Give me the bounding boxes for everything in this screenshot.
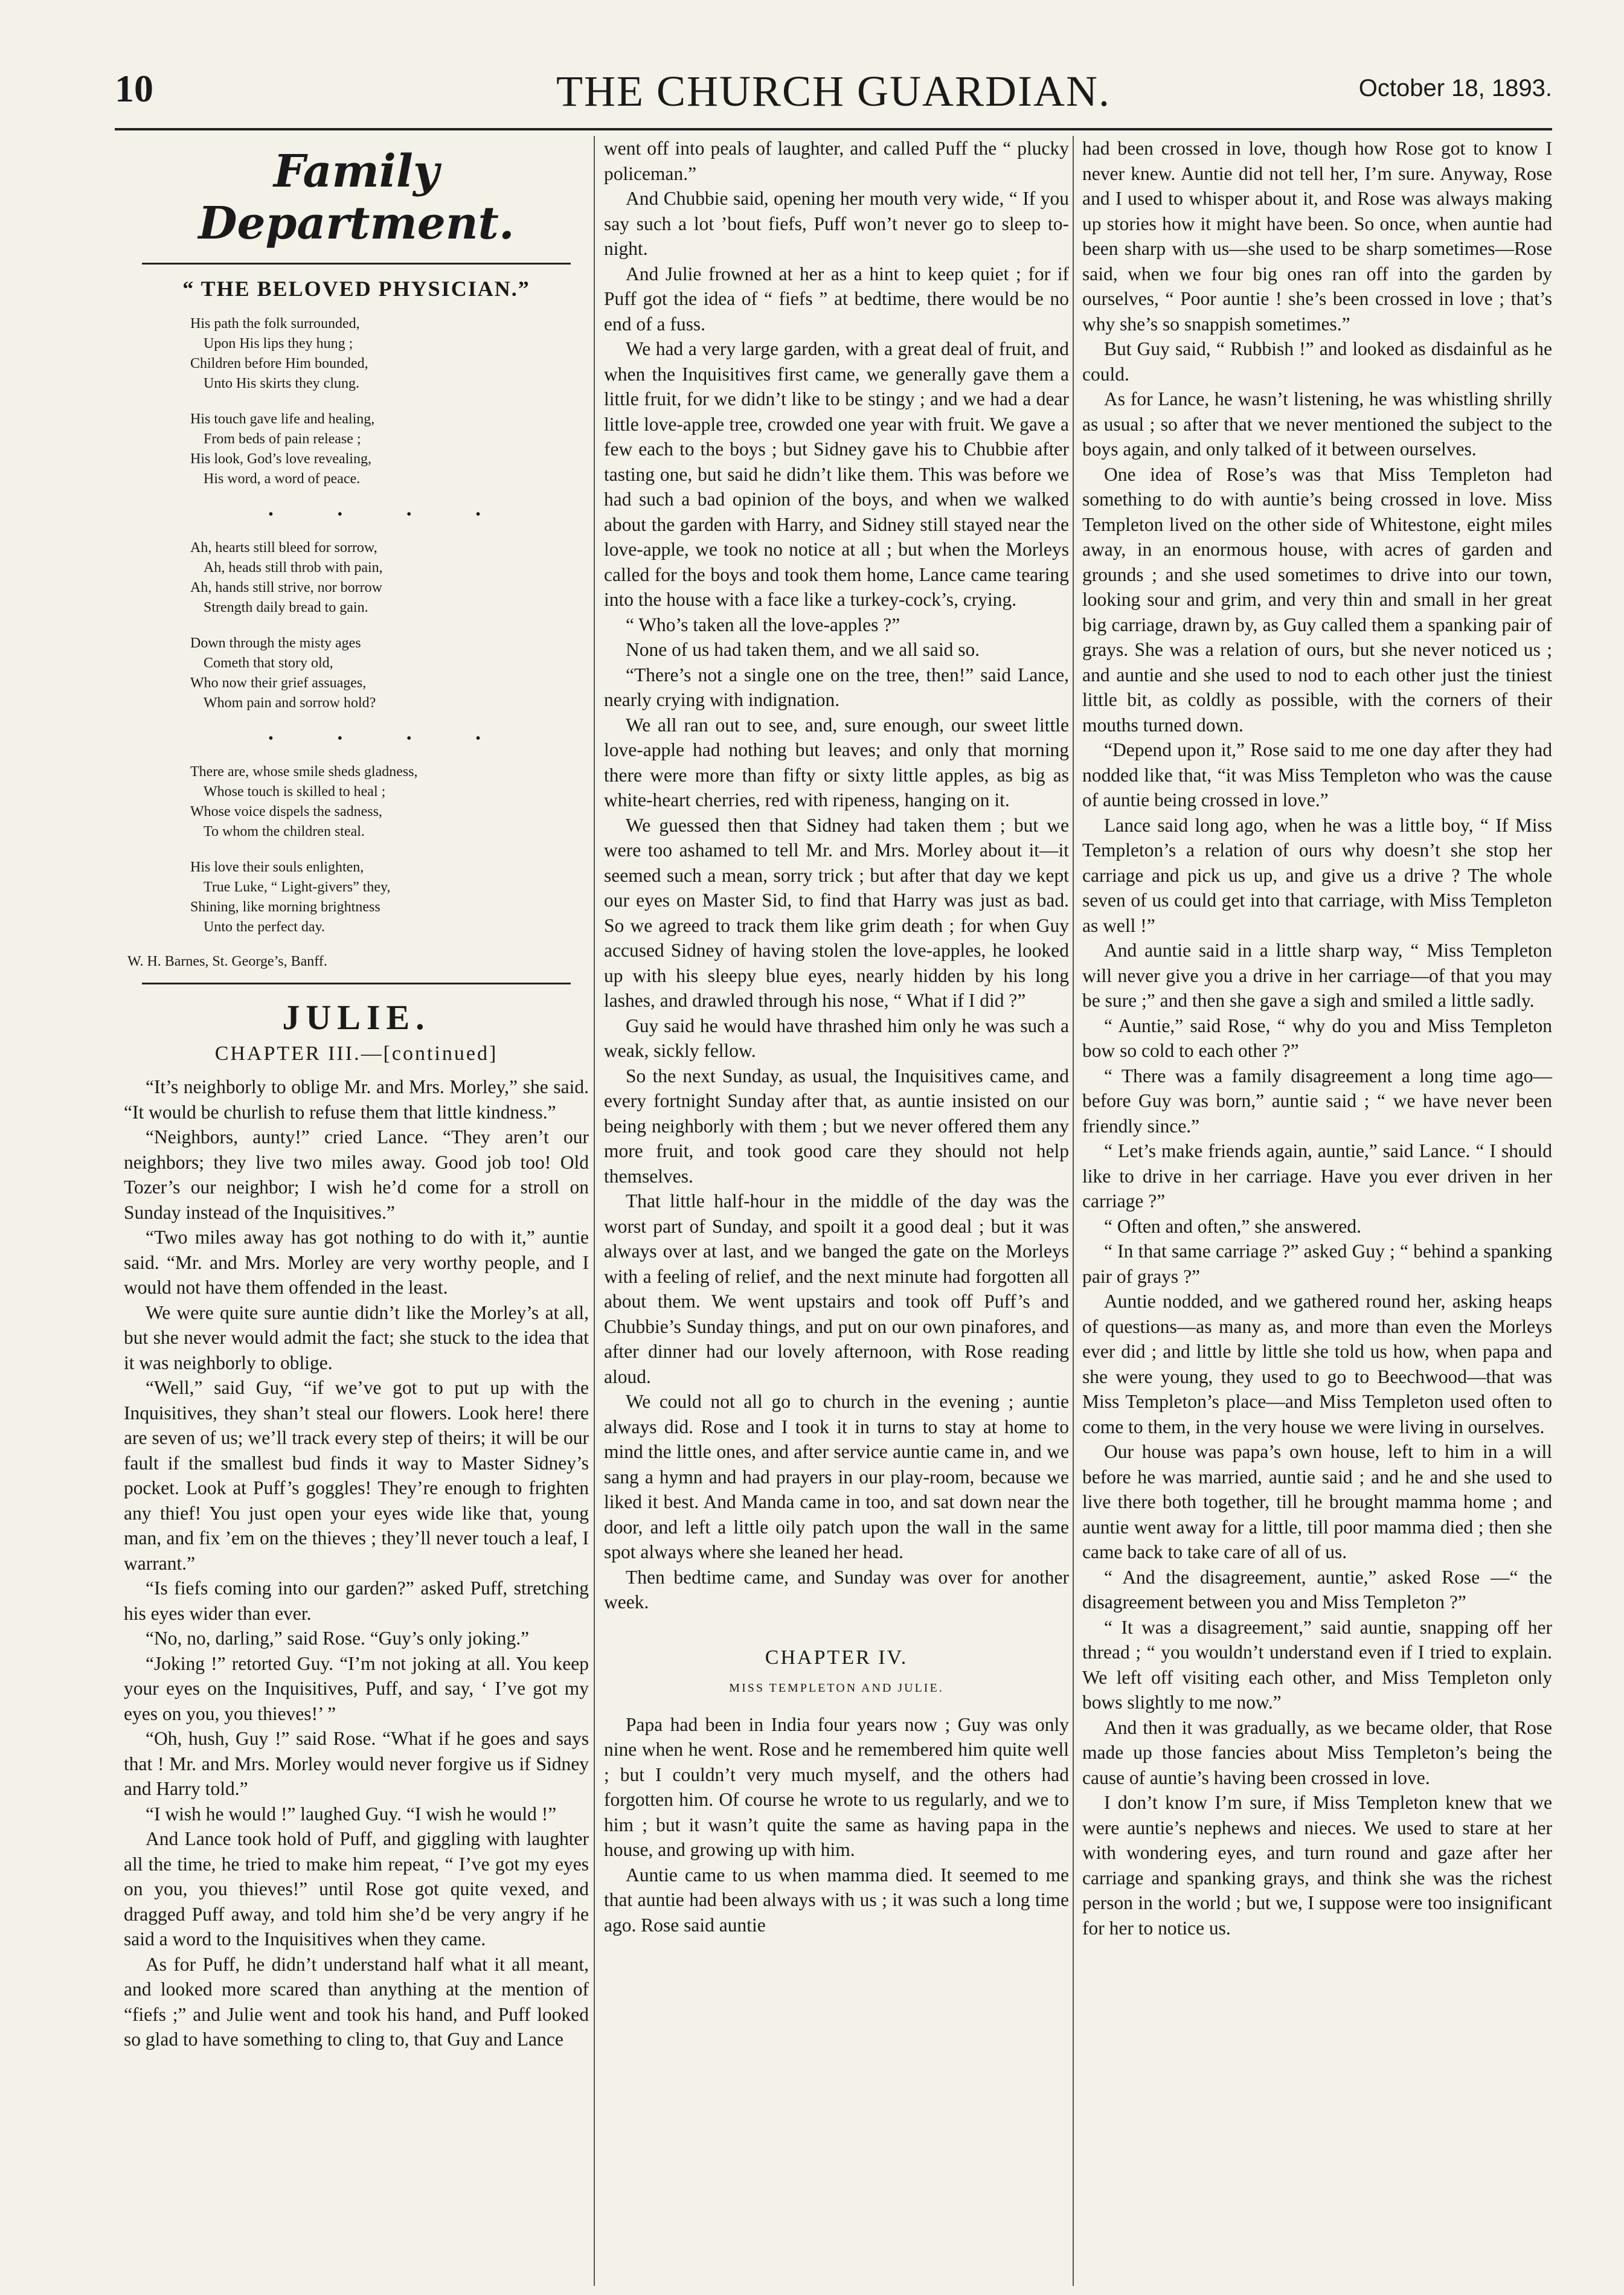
- section-rule: [142, 983, 571, 984]
- paragraph: Lance said long ago, when he was a little boy, “ If Miss Templeton’s a relation of ours why doesn’t she stop her carriage and pick us up, and give us a drive ? The whole seven of us could get into that carriage, with Miss Templeton as well !”: [1082, 814, 1552, 936]
- poem-line: Ah, hands still strive, nor borrow: [190, 579, 382, 595]
- poem-line: His love their souls enlighten,: [190, 859, 364, 875]
- paragraph: Guy said he would have thrashed him only he was such a weak, sickly fellow.: [604, 1015, 1069, 1061]
- paragraph: We could not all go to church in the evening ; auntie always did. Rose and I took it in turns to stay at home to mind the little ones, and after service auntie came in, and we sang a hymn and had prayers in our play-room, because we liked it best. And Manda came in too, and sat down near the door, and left a little oily patch upon the wall in the same spot always where she leaned her head.: [604, 1391, 1069, 1562]
- poem-title: “ THE BELOVED PHYSICIAN.”: [182, 277, 530, 301]
- paragraph: “Joking !” retorted Guy. “I’m not joking at all. You keep your eyes on the Inquisitives, Puff, and say, ‘ I’ve got my eyes on you, you thieves!’ ”: [124, 1652, 589, 1724]
- poem-line: Children before Him bounded,: [190, 355, 368, 371]
- separator-stars: • • • •: [268, 730, 511, 746]
- paragraph: And Lance took hold of Puff, and giggling with laughter all the time, he tried to make him repeat, “ I’ve got my eyes on you, you thieves!” until Rose got quite vexed, and dragged Puff away, and told him she’d be very angry if he said a word to the Inquisitives when they came.: [124, 1828, 589, 1950]
- poem-line: Unto His skirts they clung.: [204, 375, 359, 391]
- poem-line: Down through the misty ages: [190, 635, 361, 651]
- poem-line: Strength daily bread to gain.: [204, 599, 368, 615]
- paragraph: Then bedtime came, and Sunday was over for another week.: [604, 1566, 1069, 1613]
- paragraph: “Well,” said Guy, “if we’ve got to put up with the Inquisitives, they shan’t steal our flowers. Look here! there are seven of us; we’ll track every step of theirs; it will be our fault if the smallest bud finds it way to Master Sidney’s pocket. Look at Puff’s goggles! They’re enough to frighten any thief! You just open your eyes wide like that, young man, and fix ’em on the thieves ; they’ll never touch a leaf, I warrant.”: [124, 1377, 589, 1574]
- paragraph: “ Auntie,” said Rose, “ why do you and Miss Templeton bow so cold to each other ?”: [1082, 1015, 1552, 1061]
- issue-date: October 18, 1893.: [1358, 75, 1552, 101]
- paragraph: “ Often and often,” she answered.: [1104, 1215, 1361, 1237]
- poem-line: Ah, heads still throb with pain,: [204, 559, 383, 576]
- paragraph: And auntie said in a little sharp way, “ Miss Templeton will never give you a drive in her carriage—of that you may be sure ;” and then she gave a sigh and smiled a little sadly.: [1082, 940, 1552, 1011]
- paragraph: “ Let’s make friends again, auntie,” said Lance. “ I should like to drive in her carriage. Have you ever driven in her carriage ?”: [1082, 1140, 1552, 1212]
- paragraph: went off into peals of laughter, and called Puff the “ plucky policeman.”: [604, 138, 1069, 184]
- poem-line: From beds of pain release ;: [204, 431, 361, 447]
- paragraph: We had a very large garden, with a great deal of fruit, and when the Inquisitives first came, we generally gave them a little fruit, for we didn’t like to be stingy ; and we had a dear little love-apple tree, crowded one year with fruit. We gave a few each to the boys ; but Sidney gave his to Chubbie after tasting one, but said he didn’t like them. This was before we had such a bad opinion of the boys, and when we walked about the garden with Harry, and Sidney still stayed near the love-apple, we took no notice at all ; but when the Morleys called for the boys and took them home, Lance came tearing into the house with a face like a turkey-cock’s, crying.: [604, 338, 1069, 610]
- paragraph: “It’s neighborly to oblige Mr. and Mrs. Morley,” she said. “It would be churlish to refuse them that little kindness.”: [124, 1076, 589, 1123]
- poem-line: His touch gave life and healing,: [190, 411, 375, 427]
- poem-line: To whom the children steal.: [204, 823, 365, 839]
- paragraph: Auntie came to us when mamma died. It seemed to me that auntie had been always with us ; it was such a long time ago. Rose said auntie: [604, 1864, 1069, 1936]
- paragraph: And Chubbie said, opening her mouth very wide, “ If you say such a lot ’bout fiefs, Puff won’t never go to sleep to-night.: [604, 188, 1069, 259]
- chapter-subheading: MISS TEMPLETON AND JULIE.: [729, 1681, 944, 1695]
- paragraph: “There’s not a single one on the tree, then!” said Lance, nearly crying with indignation.: [604, 664, 1069, 710]
- poem-line: His look, God’s love revealing,: [190, 451, 371, 467]
- paragraph: “Two miles away has got nothing to do with it,” auntie said. “Mr. and Mrs. Morley are very worthy people, and I would not have them offended in the least.: [124, 1227, 589, 1298]
- paragraph: That little half-hour in the middle of the day was the worst part of Sunday, and spoilt it a good deal ; but it was always over at last, and we banged the gate on the Morleys with a feeling of relief, and the next minute had forgotten all about them. We went upstairs and took off Puff’s and Chubbie’s Sunday things, and put on our own pinafores, and after dinner had our lovely afternoon, with Rose reading aloud.: [604, 1190, 1069, 1387]
- poem-line: Ah, hearts still bleed for sorrow,: [190, 539, 377, 556]
- poem-line: Unto the perfect day.: [204, 919, 326, 935]
- paragraph: “No, no, darling,” said Rose. “Guy’s only joking.”: [146, 1628, 530, 1649]
- paragraph: “ It was a disagreement,” said auntie, snapping off her thread ; “ you wouldn’t understand even if I tried to explain. We left off visiting each other, and Miss Templeton only bows slightly to me now.”: [1082, 1616, 1552, 1713]
- paragraph: had been crossed in love, though how Rose got to know I never knew. Auntie did not tell her, I’m sure. Anyway, Rose and I used to whisper about it, and Rose was always making up stories how it might have been. So once, when auntie had been sharp with us—she used to be sharp sometimes—Rose said, when we four big ones ran off into the garden by ourselves, “ Poor auntie ! she’s been crossed in love ; that’s why she’s so snappish sometimes.”: [1082, 138, 1552, 335]
- poem-line: Whose voice dispels the sadness,: [190, 803, 382, 820]
- paragraph: And Julie frowned at her as a hint to keep quiet ; for if Puff got the idea of “ fiefs ” at bedtime, there would be no end of a fuss.: [604, 263, 1069, 335]
- paragraph: “ Who’s taken all the love-apples ?”: [626, 614, 900, 635]
- paragraph: Papa had been in India four years now ; Guy was only nine when he went. Rose and he remembered him quite well ; but I couldn’t very much myself, and the others had forgotten him. Of course he wrote to us regularly, and we to him ; but it wasn’t quite the same as having papa in the house, and growing up with him.: [604, 1713, 1069, 1860]
- paragraph: We all ran out to see, and, sure enough, our sweet little love-apple had nothing but leaves; and only that morning there were more than fifty or sixty little apples, as big as white-heart cherries, red with ripeness, hanging on it.: [604, 714, 1069, 810]
- poem-line: Who now their grief assuages,: [190, 675, 367, 691]
- paragraph: Auntie nodded, and we gathered round her, asking heaps of questions—as many as, and more than even the Morleys ever did ; and little by little she told us how, when papa and she were young, they used to go to Beechwood—that was Miss Templeton’s place—and Miss Templeton used often to come to them, in the very house we were living in ourselves.: [1082, 1291, 1552, 1437]
- paragraph: “Oh, hush, Guy !” said Rose. “What if he goes and says that ! Mr. and Mrs. Morley would never forgive us if Sidney and Harry told.”: [124, 1728, 589, 1799]
- paragraph: So the next Sunday, as usual, the Inquisitives came, and every fortnight Sunday after that, as auntie insisted on our being neighborly with them ; but we never offered them any more fruit, and took good care they should not help themselves.: [604, 1065, 1069, 1187]
- paragraph: “Neighbors, aunty!” cried Lance. “They aren’t our neighbors; they live two miles away. Good job too! Old Tozer’s our neighbor; I wish he’d come for a stroll on Sunday instead of the Inquisitives.”: [124, 1126, 589, 1223]
- chapter-heading: CHAPTER IV.: [765, 1646, 908, 1669]
- spacer: [604, 1615, 1069, 1639]
- paragraph: And then it was gradually, as we became older, that Rose made up those fancies about Miss Templeton’s being the cause of auntie’s having been crossed in love.: [1082, 1716, 1552, 1788]
- poem-stanza: [190, 858, 589, 937]
- poem-line: His word, a word of peace.: [204, 470, 361, 487]
- poem-line: Upon His lips they hung ;: [204, 335, 353, 351]
- paragraph: “ And the disagreement, auntie,” asked Rose —“ the disagreement between you and Miss Templeton ?”: [1082, 1566, 1552, 1613]
- column-3: [1082, 136, 1552, 1940]
- poem-line: Cometh that story old,: [204, 655, 333, 671]
- poem-line: His path the folk surrounded,: [190, 315, 360, 332]
- column-2: [604, 136, 1069, 1937]
- paragraph: I don’t know I’m sure, if Miss Templeton knew that we were auntie’s nephews and nieces. We used to stare at her with wondering eyes, and turn round and gaze after her carriage and spanking grays, and think she was the richest person in the world ; but we, I suppose were too insignificant for her to notice us.: [1082, 1792, 1552, 1939]
- chapter-heading: CHAPTER III.—[continued]: [214, 1042, 498, 1065]
- poem-stanza: [190, 762, 589, 842]
- page-number: 10: [115, 67, 153, 110]
- masthead-rule: [115, 128, 1552, 130]
- paragraph: We guessed then that Sidney had taken them ; but we were too ashamed to tell Mr. and Mrs. Morley about it—it seemed such a mean, sorry trick ; but after that day we kept our eyes on Master Sid, to find that Harry was just as bad. So we agreed to track them like grim death ; for when Guy accused Sidney of having stolen the love-apples, he looked up with his sleepy blue eyes, nearly hidden by his long lashes, and drawled through his nose, “ What if I did ?”: [604, 814, 1069, 1011]
- poem-line: Whose touch is skilled to heal ;: [204, 783, 386, 800]
- section-rule: [142, 263, 571, 265]
- paragraph: One idea of Rose’s was that Miss Templeton had something to do with auntie’s being crossed in love. Miss Templeton lived on the other side of Whitestone, eight miles away, in an enormous house, with acres of garden and grounds ; and she used sometimes to drive into our town, looking sour and grim, and very thin and small in her great big carriage, drawn by, as Guy called them a spanking pair of grays. She was a relation of ours, but she never noticed us ; and auntie and she used to nod to each other just the tiniest little bit, as coldly as possible, with the corners of their mouths turned down.: [1082, 463, 1552, 736]
- masthead: [115, 66, 1552, 133]
- paragraph: “Depend upon it,” Rose said to me one day after they had nodded like that, “it was Miss Templeton who was the cause of auntie being crossed in love.”: [1082, 739, 1552, 810]
- paragraph: None of us had taken them, and we all said so.: [626, 639, 980, 660]
- paragraph: We were quite sure auntie didn’t like the Morley’s at all, but she never would admit the fact; she stuck to the idea that it was neighborly to oblige.: [124, 1302, 589, 1373]
- poem: [124, 314, 589, 937]
- poem-line: Whom pain and sorrow hold?: [204, 695, 376, 711]
- department-heading: Family Department.: [198, 146, 515, 249]
- poem-stanza: [190, 538, 589, 618]
- column-divider: [1073, 136, 1074, 2286]
- column-1: [124, 136, 589, 2052]
- paragraph: Our house was papa’s own house, left to him in a will before he was married, auntie said ; and he and she used to live there both together, till he brought mamma home ; and auntie went away for a little, till poor mamma died ; then she came back to take care of all of us.: [1082, 1441, 1552, 1562]
- poem-signature: W. H. Barnes, St. George’s, Banff.: [127, 953, 327, 969]
- column-divider: [594, 136, 595, 2286]
- poem-stanza: [190, 634, 589, 713]
- paragraph: But Guy said, “ Rubbish !” and looked as disdainful as he could.: [1082, 338, 1552, 385]
- paragraph: “Is fiefs coming into our garden?” asked Puff, stretching his eyes wider than ever.: [124, 1578, 589, 1624]
- poem-stanza: [190, 314, 589, 394]
- story-title: JULIE.: [282, 998, 431, 1037]
- newspaper-title: THE CHURCH GUARDIAN.: [556, 67, 1111, 115]
- separator-stars: • • • •: [268, 506, 511, 522]
- poem-line: Shining, like morning brightness: [190, 899, 380, 915]
- poem-line: There are, whose smile sheds gladness,: [190, 763, 418, 780]
- paragraph: As for Puff, he didn’t understand half what it all meant, and looked more scared than anything at the mention of “fiefs ;” and Julie went and took his hand, and Puff looked so glad to have something to cling to, that Guy and Lance: [124, 1953, 589, 2050]
- paragraph: As for Lance, he wasn’t listening, he was whistling shrilly as usual ; so after that we never mentioned the subject to the boys again, and only talked of it between ourselves.: [1082, 388, 1552, 460]
- paragraph: “I wish he would !” laughed Guy. “I wish he would !”: [146, 1803, 557, 1825]
- poem-line: True Luke, “ Light-givers” they,: [204, 879, 391, 895]
- poem-stanza: [190, 409, 589, 489]
- paragraph: “ In that same carriage ?” asked Guy ; “ behind a spanking pair of grays ?”: [1082, 1241, 1552, 1287]
- paragraph: “ There was a family disagreement a long time ago—before Guy was born,” auntie said ; “ we have never been friendly since.”: [1082, 1065, 1552, 1137]
